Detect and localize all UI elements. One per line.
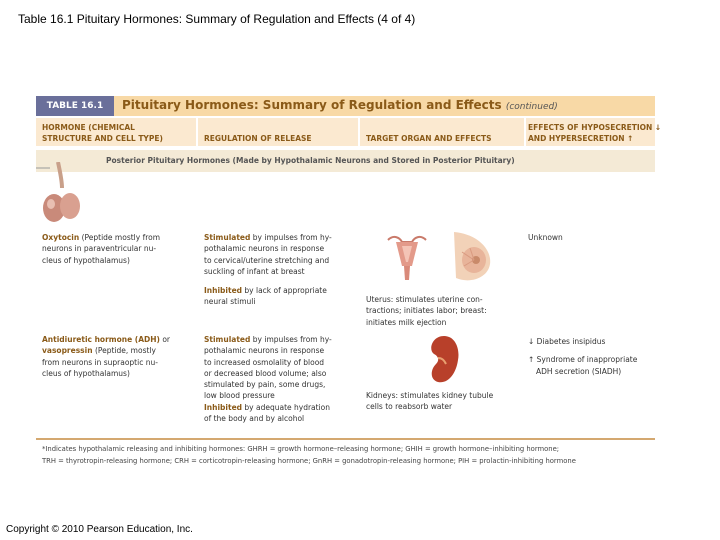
copyright-notice: Copyright © 2010 Pearson Education, Inc. (6, 524, 193, 535)
table-bottom-rule (36, 438, 655, 440)
table-number-tag: TABLE 16.1 (36, 96, 114, 116)
adh-target-cell: Kidneys: stimulates kidney tubule cells to reabsorb water (366, 391, 494, 412)
continued-label: (continued) (505, 102, 558, 112)
section-heading: Posterior Pituitary Hormones (Made by Hypothalamic Neurons and Stored in Posterior Pituitary) (106, 156, 515, 165)
uterus-illustration (386, 232, 428, 284)
oxytocin-target-cell: Uterus: stimulates uterine con- tractions; initiates labor; breast: initiates milk ejection (366, 295, 487, 327)
pituitary-hormones-table (36, 96, 662, 468)
column-header-regulation: REGULATION OF RELEASE (204, 134, 312, 143)
table-title: Pituitary Hormones: Summary of Regulation and Effects (continued) (122, 98, 558, 112)
oxytocin-regulation-cell: Stimulated by impulses from hy- pothalamic neurons in response to cervical/uterine stretching and suckling of infant at breast Inhibited by lack of appropriate neural stimuli (204, 233, 332, 307)
table-footnote: *Indicates hypothalamic releasing and inhibiting hormones: GHRH = growth hormone–releasing hormone; GHIH = growth hormone–inhibiting hormone; TRH = thyrotropin-releasing hormone; CRH = corticotropin-releasing hormone; GnRH = gonadotropin-releasing hormone; PIH = prolactin-inhibiting hormone (42, 445, 576, 465)
breast-illustration (448, 230, 496, 284)
kidney-illustration (426, 334, 462, 386)
oxytocin-hormone-cell: Oxytocin (Peptide mostly from neurons in paraventricular nu- cleus of hypothalamus) (42, 233, 161, 265)
adh-regulation-cell: Stimulated by impulses from hy- pothalamic neurons in response to increased osmolality of blood or decreased blood volume; also stimulated by pain, some drugs, low blood pressure Inhibited by adequate hydration of the body and by alcohol (204, 335, 332, 424)
column-header-effects: EFFECTS OF HYPOSECRETION ↓ AND HYPERSECRETION ↑ (528, 123, 662, 143)
column-header-target: TARGET ORGAN AND EFFECTS (366, 134, 492, 143)
column-header-hormone: HORMONE (CHEMICAL STRUCTURE AND CELL TYPE) (42, 123, 163, 143)
oxytocin-effects-cell: Unknown (528, 233, 563, 242)
adh-hormone-cell: Antidiuretic hormone (ADH) or vasopressin (Peptide, mostly from neurons in supraoptic nu- cleus of hypothalamus) (42, 335, 170, 378)
adh-effects-cell: ↓ Diabetes insipidus ↑ Syndrome of inappropriate ADH secretion (SIADH) (528, 337, 638, 376)
pituitary-gland-illustration (36, 162, 96, 228)
slide-title: Table 16.1 Pituitary Hormones: Summary of Regulation and Effects (4 of 4) (18, 12, 416, 26)
